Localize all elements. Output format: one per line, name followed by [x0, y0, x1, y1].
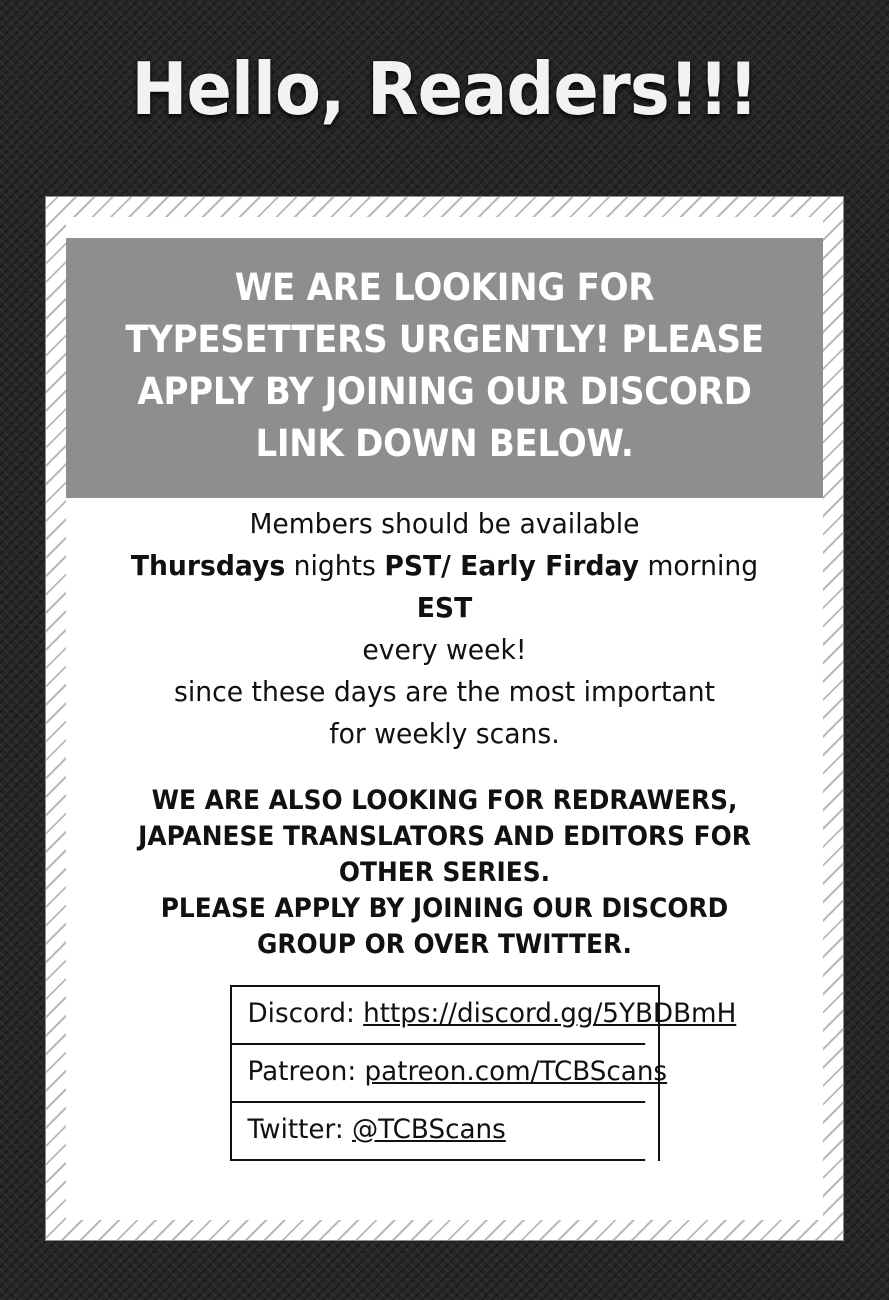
contact-row-discord[interactable]: [232, 987, 736, 1045]
announcement-banner: [66, 238, 823, 498]
contact-row-twitter[interactable]: [232, 1103, 645, 1161]
patreon-label: Patreon:: [247, 1056, 365, 1087]
roles-block: [122, 783, 767, 963]
discord-link[interactable]: https://discord.gg/5YBDBmH: [362, 998, 736, 1029]
twitter-label: Twitter:: [247, 1114, 352, 1145]
roles-line-2: JAPANESE TRANSLATORS AND EDITORS FOR OTHER SERIES.: [138, 821, 751, 888]
flyer-body: [66, 485, 823, 1161]
availability-nights: nights: [285, 549, 385, 582]
flyer-paper: [66, 217, 823, 1220]
page-title: Hello, Readers!!!: [131, 47, 758, 131]
availability-line-4: since these days are the most important: [173, 675, 716, 708]
roles-line-1: WE ARE ALSO LOOKING FOR REDRAWERS,: [151, 785, 738, 816]
availability-timezone-pst: PST/ Early Firday: [384, 549, 640, 582]
availability-morning: morning: [639, 549, 759, 582]
twitter-link[interactable]: @TCBScans: [351, 1114, 506, 1145]
availability-block: [112, 503, 778, 755]
contact-row-patreon[interactable]: [232, 1045, 667, 1103]
availability-line-3: every week!: [362, 633, 527, 666]
roles-line-3: PLEASE APPLY BY JOINING OUR DISCORD GROUP OR OVER TWITTER.: [160, 893, 729, 960]
patreon-link[interactable]: patreon.com/TCBScans: [364, 1056, 667, 1087]
availability-line-2: [112, 545, 778, 629]
discord-label: Discord:: [247, 998, 363, 1029]
announcement-banner-text: WE ARE LOOKING FOR TYPESETTERS URGENTLY! PLEASE APPLY BY JOINING OUR DISCORD LINK DOWN BELOW.: [125, 266, 764, 465]
availability-line-5: for weekly scans.: [329, 717, 560, 750]
contact-links-table: [230, 985, 736, 1161]
availability-day: Thursdays: [130, 549, 286, 582]
flyer-frame: [46, 197, 843, 1240]
availability-timezone-est: EST: [416, 591, 473, 624]
availability-line-1: Members should be available: [249, 507, 640, 540]
